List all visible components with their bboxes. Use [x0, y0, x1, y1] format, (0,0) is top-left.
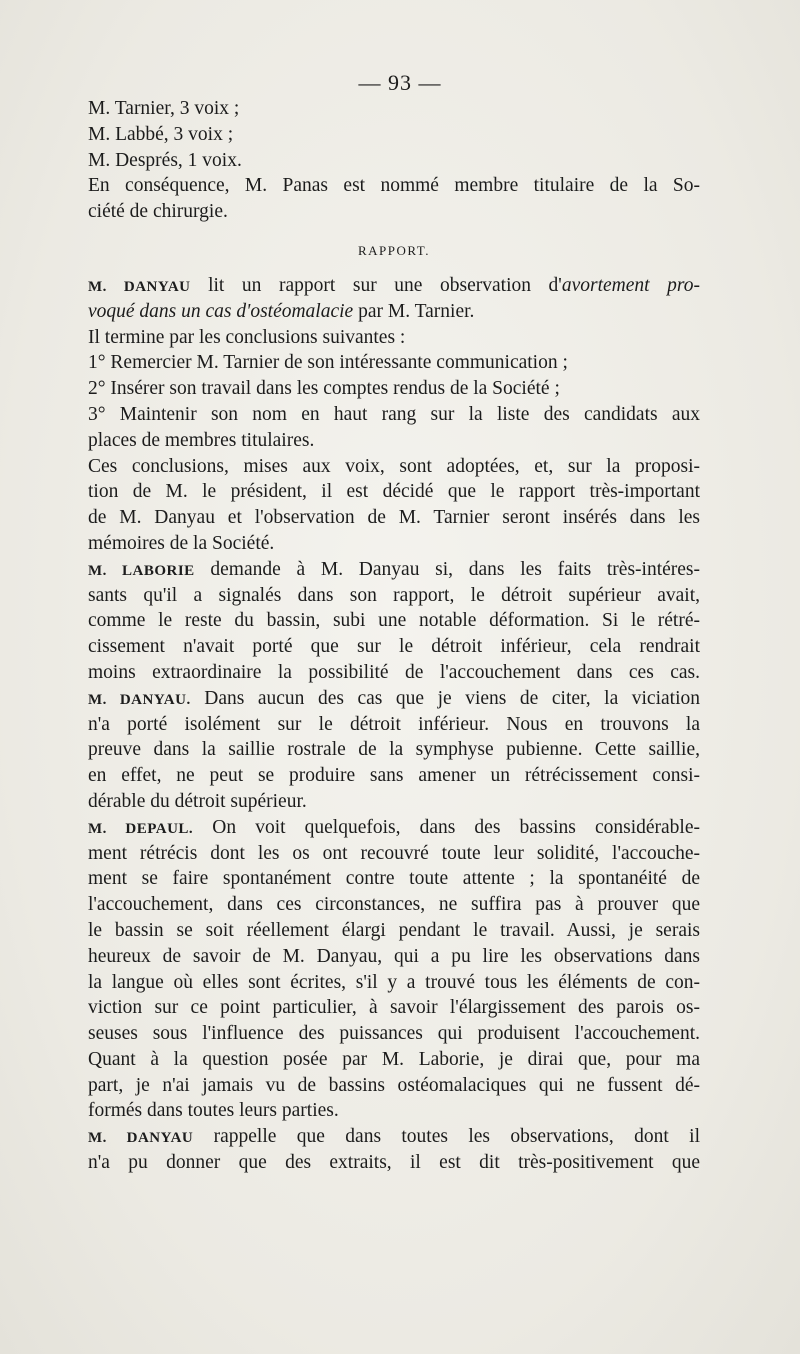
- conclusion-item: 1° Remercier M. Tarnier de son intéressante communication ;: [88, 352, 568, 374]
- adoption-line: Ces conclusions, mises aux voix, sont adoptées, et, sur la proposi-: [88, 455, 700, 477]
- vote-line: M. Després, 1 voix.: [88, 149, 242, 171]
- depaul-text: On voit quelquefois, dans des bassins considérable-: [193, 816, 700, 838]
- page-number: — 93 —: [358, 70, 442, 95]
- danyau-reply-text: Dans aucun des cas que je viens de citer, la viciation: [190, 687, 700, 709]
- adoption-line: de M. Danyau et l'observation de M. Tarnier seront insérés dans les: [88, 507, 700, 529]
- rapport-title-italic: avortement pro-: [561, 274, 700, 296]
- danyau-final-text: rappelle que dans toutes les observations, dont il: [193, 1126, 700, 1148]
- laborie-text: demande à M. Danyau si, dans les faits très-intéres-: [194, 558, 701, 580]
- danyau-reply-line: en effet, ne peut se produire sans amener un rétrécissement consi-: [88, 765, 700, 787]
- laborie-line: moins extraordinaire la possibilité de l'accouchement dans ces cas.: [88, 661, 700, 683]
- depaul-line: l'accouchement, dans ces circonstances, ne suffira pas à prouver que: [88, 894, 700, 916]
- depaul-line: le bassin se soit réellement élargi pendant le travail. Aussi, je serais: [88, 919, 700, 941]
- depaul-line: [88, 815, 700, 841]
- speaker-name: M. LABORIE: [88, 562, 195, 579]
- vote-line: M. Labbé, 3 voix ;: [88, 123, 234, 145]
- adoption-line: mémoires de la Société.: [88, 532, 275, 554]
- depaul-line: viction sur ce point particulier, à savoir l'élargissement des parois os-: [88, 997, 700, 1019]
- consequence-line: ciété de chirurgie.: [88, 201, 228, 223]
- depaul-line: ment rétrécis dont les os ont recouvré toute leur solidité, l'accouche-: [88, 842, 700, 864]
- laborie-line: cissement n'avait porté que sur le détroit inférieur, cela rendrait: [88, 636, 700, 658]
- laborie-line: [88, 557, 700, 583]
- speaker-name: M. DANYAU: [88, 278, 191, 295]
- rapport-title-italic: voqué dans un cas d'ostéomalacie: [88, 300, 354, 322]
- danyau-reply-line: dérable du détroit supérieur.: [88, 790, 307, 812]
- section-heading: RAPPORT.: [357, 242, 431, 258]
- depaul-continued-line: formés dans toutes leurs parties.: [88, 1100, 339, 1122]
- laborie-line: sants qu'il a signalés dans son rapport, le détroit supérieur avait,: [88, 584, 700, 606]
- conclusion-item: 2° Insérer son travail dans les comptes rendus de la Société ;: [88, 378, 560, 400]
- depaul-line: la langue où elles sont écrites, s'il y a trouvé tous les éléments de con-: [88, 971, 700, 993]
- rapport-line: [88, 299, 700, 325]
- danyau-final-line: n'a pu donner que des extraits, il est dit très-positivement que: [88, 1152, 700, 1174]
- depaul-line: heureux de savoir de M. Danyau, qui a pu lire les observations dans: [88, 945, 700, 967]
- laborie-line: comme le reste du bassin, subi une notable déformation. Si le rétré-: [88, 610, 700, 632]
- danyau-reply-line: preuve dans la saillie rostrale de la symphyse pubienne. Cette saillie,: [88, 739, 700, 761]
- rapport-text: par M. Tarnier.: [353, 300, 475, 322]
- danyau-reply-line: n'a porté isolément sur le détroit inférieur. Nous en trouvons la: [88, 713, 700, 735]
- depaul-line: seuses sous l'influence des puissances qui produisent l'accouchement.: [88, 1023, 700, 1045]
- conclusion-item: places de membres titulaires.: [88, 429, 315, 451]
- rapport-line: [88, 273, 700, 299]
- danyau-reply-line: [88, 686, 700, 712]
- danyau-final-line: [88, 1124, 700, 1150]
- speaker-name: M. DANYAU.: [88, 691, 191, 708]
- vote-line: M. Tarnier, 3 voix ;: [88, 98, 240, 119]
- speaker-name: M. DANYAU: [88, 1130, 194, 1147]
- body-text: [88, 96, 700, 1176]
- depaul-continued-line: part, je n'ai jamais vu de bassins ostéomalaciques qui ne fussent dé-: [88, 1074, 700, 1096]
- speaker-name: M. DEPAUL.: [88, 820, 194, 837]
- rapport-text: lit un rapport sur une observation d': [190, 274, 562, 296]
- depaul-continued-line: Quant à la question posée par M. Laborie, je dirai que, pour ma: [88, 1048, 700, 1070]
- depaul-line: ment se faire spontanément contre toute attente ; la spontanéité de: [88, 868, 700, 890]
- rapport-line: Il termine par les conclusions suivantes :: [88, 326, 406, 348]
- conclusion-item: 3° Maintenir son nom en haut rang sur la liste des candidats aux: [88, 403, 700, 425]
- adoption-line: tion de M. le président, il est décidé que le rapport très-important: [88, 481, 700, 503]
- consequence-line: En conséquence, M. Panas est nommé membre titulaire de la So-: [88, 175, 700, 197]
